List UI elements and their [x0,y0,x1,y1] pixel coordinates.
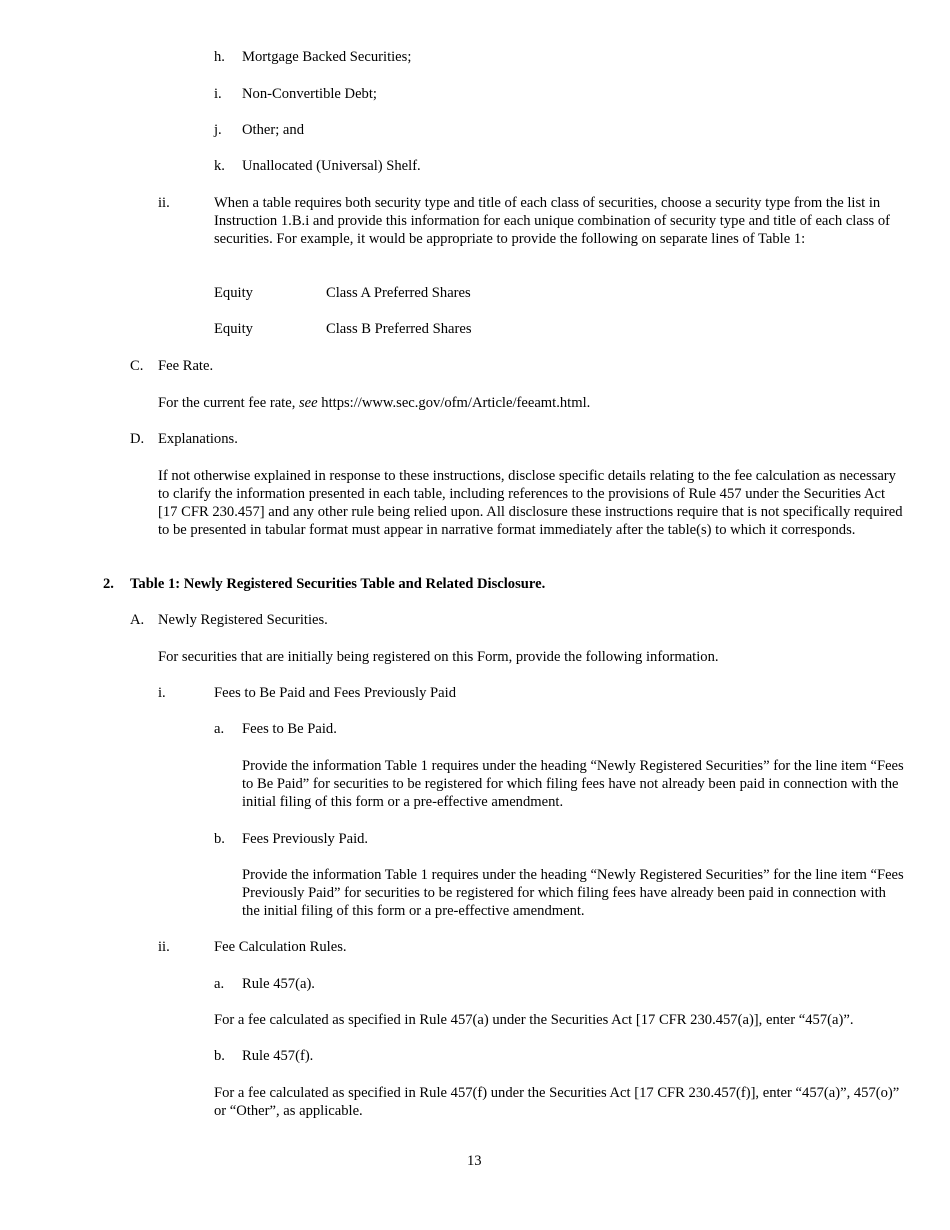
list-item-unallocated: Unallocated (Universal) Shelf. [242,158,421,174]
section-d-marker: D. [130,431,145,447]
example-row-2-type: Equity [214,321,253,337]
section-c-marker: C. [130,358,144,374]
example-row-1-title: Class A Preferred Shares [326,285,471,301]
item-i-heading: Fees to Be Paid and Fees Previously Paid [214,685,456,701]
fees-previously-paid-paragraph: Provide the information Table 1 requires under the heading “Newly Registered Securities” for the line item “Fees Previously Paid” for securities to be registered for which filing fees have already been paid in connection with the initial filing of this form or a pre-effective amendment. [242,867,904,919]
item-i-b-marker: b. [214,831,225,847]
section-c-heading: Fee Rate. [158,358,214,374]
list-marker-j: j. [214,122,222,138]
item-i-b-heading: Fees Previously Paid. [242,831,369,847]
example-row-1-type: Equity [214,285,253,301]
fees-to-be-paid-paragraph: Provide the information Table 1 requires under the heading “Newly Registered Securities” for the line item “Fees to Be Paid” for securities to be registered for which filing fees have not already been paid in connection with the initial filing of this form or a pre-effective amendment. [242,758,904,810]
section-2a-marker: A. [130,612,145,628]
page-number: 13 [467,1153,482,1169]
fee-rate-text: For the current fee rate, [158,395,299,411]
see-emphasis: see [299,395,318,411]
list-item-non-convertible: Non-Convertible Debt; [242,86,377,102]
item-i-marker: i. [158,685,166,701]
list-item-other: Other; and [242,122,305,138]
item-ii-paragraph: When a table requires both security type and title of each class of securities, choose a security type from the list in Instruction 1.B.i and provide this information for each unique combination of security type and title of each class of securities. For example, it would be appropriate to provide the following on separate lines of Table 1: [214,195,890,247]
section-2a-heading: Newly Registered Securities. [158,612,328,628]
section-2a-paragraph: For securities that are initially being registered on this Form, provide the following information. [158,649,719,665]
list-item-mortgage-backed: Mortgage Backed Securities; [242,49,412,65]
section-2-heading: Table 1: Newly Registered Securities Table and Related Disclosure. [130,576,546,592]
rule-a-heading: Rule 457(a). [242,976,315,992]
fee-rate-paragraph [158,394,590,412]
list-marker-i: i. [214,86,222,102]
rule-b-heading: Rule 457(f). [242,1048,314,1064]
list-marker-k: k. [214,158,225,174]
rule-b-marker: b. [214,1048,225,1064]
section-d-heading: Explanations. [158,431,238,447]
item-ii-b-heading: Fee Calculation Rules. [214,939,347,955]
list-marker-h: h. [214,49,225,65]
section-2-marker: 2. [103,576,114,592]
item-ii-b-marker: ii. [158,939,170,955]
example-row-2-title: Class B Preferred Shares [326,321,472,337]
item-i-a-marker: a. [214,721,225,737]
explanations-paragraph: If not otherwise explained in response to these instructions, disclose specific details relating to the fee calculation as necessary to clarify the information presented in each table, including references to the provisions of Rule 457 under the Securities Act [17 CFR 230.457] and any other rule being relied upon. All disclosure these instructions require that is not specifically required to be presented in tabular format must appear in narrative format immediately after the table(s) to which it corresponds. [158,468,903,538]
rule-b-paragraph: For a fee calculated as specified in Rule 457(f) under the Securities Act [17 CFR 230.457(f)], enter “457(a)”, 457(o)” or “Other”, as applicable. [214,1085,900,1119]
item-ii-marker: ii. [158,195,170,211]
rule-a-marker: a. [214,976,225,992]
fee-rate-url: https://www.sec.gov/ofm/Article/feeamt.html. [317,395,591,411]
rule-a-paragraph: For a fee calculated as specified in Rule 457(a) under the Securities Act [17 CFR 230.457(a)], enter “457(a)”. [214,1012,854,1028]
item-i-a-heading: Fees to Be Paid. [242,721,337,737]
